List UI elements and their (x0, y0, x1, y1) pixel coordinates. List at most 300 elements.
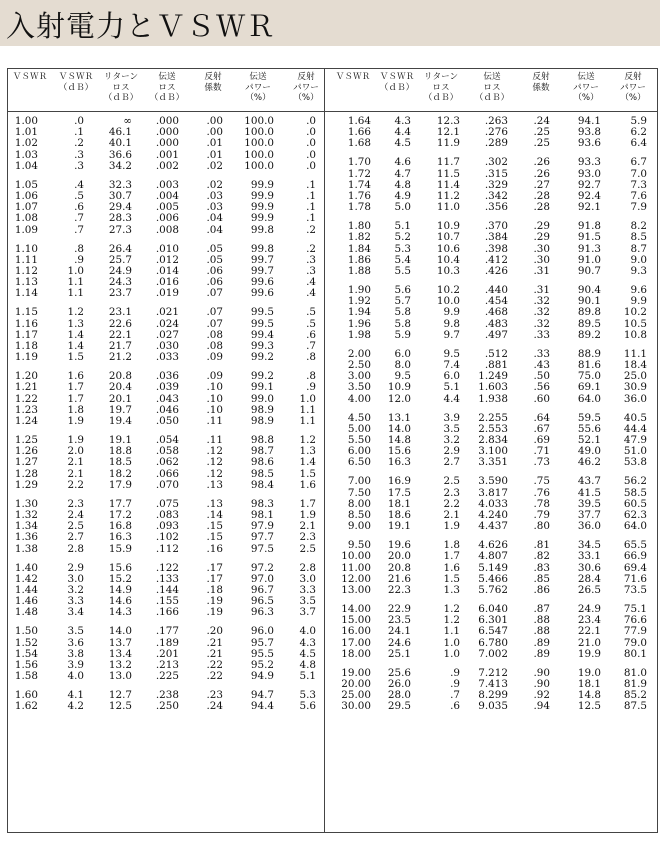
cell-return-loss: 2.5 (443, 475, 460, 488)
cell-reflected-power: 2.8 (299, 561, 316, 574)
cell-reflection-coefficient: .22 (206, 659, 223, 671)
cell-reflected-power: 3.3 (299, 584, 316, 596)
cell-return-loss: 14.0 (108, 625, 132, 638)
cell-transmission-loss: .006 (155, 212, 179, 225)
cell-transmitted-power: 19.0 (577, 666, 601, 679)
cell-return-loss: 2.3 (443, 486, 460, 499)
cell-transmission-loss: 2.834 (478, 434, 508, 446)
cell-transmitted-power: 97.9 (250, 520, 274, 533)
cell-transmission-loss: .213 (155, 659, 179, 671)
cell-vswr-db: 20.8 (387, 561, 411, 574)
cell-return-loss: 11.7 (436, 156, 460, 169)
cell-vswr: 1.66 (347, 126, 371, 139)
cell-return-loss: 13.0 (108, 670, 132, 683)
cell-vswr: 1.86 (347, 253, 371, 266)
cell-reflected-power: 1.4 (299, 456, 316, 469)
cell-reflected-power: 85.2 (623, 689, 647, 702)
cell-vswr: 4.50 (347, 411, 371, 424)
cell-return-loss: 1.5 (443, 572, 460, 585)
cell-vswr-db: 1.3 (67, 317, 84, 330)
cell-vswr: 1.40 (14, 561, 38, 574)
cell-return-loss: 10.0 (436, 295, 460, 308)
cell-vswr: 1.02 (14, 137, 38, 150)
cell-reflection-coefficient: .01 (206, 137, 223, 150)
cell-transmission-loss: .012 (155, 253, 179, 266)
cell-vswr: 10.00 (341, 550, 371, 563)
cell-reflected-power: 10.2 (623, 306, 647, 319)
cell-vswr-db: 4.5 (394, 137, 411, 150)
cell-vswr: 1.62 (14, 700, 38, 713)
cell-reflected-power: 81.9 (623, 678, 647, 690)
cell-vswr: 1.21 (14, 381, 38, 394)
cell-reflected-power: 77.9 (623, 625, 647, 638)
cell-return-loss: .7 (450, 689, 460, 702)
cell-return-loss: 10.6 (436, 242, 460, 255)
cell-vswr: 25.00 (341, 689, 371, 702)
cell-return-loss: 32.3 (108, 178, 132, 191)
cell-vswr: 3.00 (347, 370, 371, 383)
cell-return-loss: 25.7 (108, 253, 132, 266)
cell-transmitted-power: 90.7 (577, 265, 601, 277)
cell-transmitted-power: 89.8 (577, 306, 601, 319)
cell-reflection-coefficient: .13 (206, 478, 223, 491)
cell-vswr-db: 18.1 (387, 497, 411, 510)
cell-vswr-db: 13.1 (387, 411, 411, 424)
cell-reflected-power: 1.9 (299, 509, 316, 521)
cell-vswr-db: 3.0 (67, 572, 84, 585)
cell-reflected-power: 1.0 (299, 392, 316, 405)
cell-vswr: 4.00 (347, 392, 371, 405)
cell-reflected-power: 1.3 (299, 445, 316, 458)
cell-transmission-loss: 4.240 (478, 509, 508, 521)
cell-vswr: 6.50 (347, 456, 371, 469)
cell-return-loss: 30.7 (108, 190, 132, 202)
cell-transmission-loss: 5.466 (478, 572, 508, 585)
cell-reflection-coefficient: .33 (533, 347, 550, 360)
cell-reflection-coefficient: .80 (533, 520, 550, 533)
cell-reflection-coefficient: .90 (533, 678, 550, 690)
cell-vswr: 1.42 (14, 572, 38, 585)
cell-vswr: 6.00 (347, 445, 371, 458)
cell-return-loss: 12.5 (108, 700, 132, 713)
cell-vswr: 1.84 (347, 242, 371, 255)
header-return-loss: リターン ロス （ｄＢ） (103, 72, 139, 103)
cell-reflected-power: 40.5 (623, 411, 647, 424)
cell-vswr-db: .7 (74, 212, 84, 225)
cell-return-loss: 14.9 (108, 584, 132, 596)
cell-transmission-loss: 6.780 (478, 636, 508, 649)
cell-vswr-db: .8 (74, 242, 84, 255)
cell-reflected-power: 8.2 (630, 220, 647, 233)
cell-reflection-coefficient: .32 (533, 317, 550, 330)
cell-transmitted-power: 93.6 (577, 137, 601, 150)
cell-reflection-coefficient: .78 (533, 497, 550, 510)
cell-reflection-coefficient: .05 (206, 253, 223, 266)
cell-transmission-loss: .054 (155, 434, 179, 446)
cell-reflection-coefficient: .06 (206, 265, 223, 277)
header-vswr: ＶＳＷＲ (335, 72, 371, 82)
cell-reflection-coefficient: .00 (206, 126, 223, 139)
cell-return-loss: 1.6 (443, 561, 460, 574)
header-transmitted-power: 伝送 パワー （%） (573, 72, 599, 103)
cell-vswr-db: 4.9 (394, 190, 411, 202)
cell-transmitted-power: 99.3 (250, 340, 274, 352)
cell-return-loss: 23.7 (108, 287, 132, 300)
cell-transmission-loss: .225 (155, 670, 179, 683)
cell-transmission-loss: .201 (155, 647, 179, 660)
cell-transmitted-power: 100.0 (244, 115, 274, 127)
cell-vswr: 5.50 (347, 434, 371, 446)
cell-reflected-power: 10.8 (623, 328, 647, 341)
cell-transmitted-power: 28.4 (577, 572, 601, 585)
cell-vswr: 1.58 (14, 670, 38, 683)
cell-vswr-db: 20.0 (387, 550, 411, 563)
cell-vswr-db: 4.6 (394, 156, 411, 169)
cell-reflected-power: .4 (306, 276, 316, 289)
cell-vswr: 16.00 (341, 625, 371, 638)
cell-vswr: 1.82 (347, 231, 371, 244)
cell-transmitted-power: 98.3 (250, 497, 274, 510)
cell-reflection-coefficient: .00 (206, 115, 223, 127)
header-reflection-coefficient: 反射 係数 (204, 72, 222, 93)
cell-transmitted-power: 96.0 (250, 625, 274, 638)
cell-vswr-db: 22.3 (387, 584, 411, 596)
cell-vswr-db: 25.1 (387, 647, 411, 660)
cell-transmitted-power: 98.5 (250, 467, 274, 480)
cell-transmission-loss: .075 (155, 497, 179, 510)
cell-transmission-loss: .483 (484, 317, 508, 330)
cell-return-loss: 13.2 (108, 659, 132, 671)
cell-vswr-db: 1.7 (67, 392, 84, 405)
cell-transmission-loss: 7.413 (478, 678, 508, 690)
cell-vswr-db: 2.7 (67, 531, 84, 544)
cell-return-loss: 11.2 (436, 190, 460, 202)
cell-vswr: 7.00 (347, 475, 371, 488)
cell-vswr: 1.18 (14, 340, 38, 352)
cell-return-loss: 12.3 (436, 115, 460, 127)
cell-reflected-power: .1 (306, 212, 316, 225)
cell-reflection-coefficient: .03 (206, 190, 223, 202)
cell-transmitted-power: 19.9 (577, 647, 601, 660)
cell-reflection-coefficient: .14 (206, 509, 223, 521)
cell-reflected-power: .8 (306, 370, 316, 383)
cell-transmitted-power: 41.5 (577, 486, 601, 499)
cell-transmitted-power: 96.7 (250, 584, 274, 596)
cell-vswr-db: 5.8 (394, 306, 411, 319)
cell-transmitted-power: 100.0 (244, 137, 274, 150)
cell-reflection-coefficient: .21 (206, 636, 223, 649)
cell-reflection-coefficient: .64 (533, 411, 550, 424)
cell-return-loss: 26.4 (108, 242, 132, 255)
cell-reflection-coefficient: .71 (533, 445, 550, 458)
cell-vswr-db: 16.9 (387, 475, 411, 488)
cell-reflection-coefficient: .20 (206, 625, 223, 638)
cell-transmitted-power: 99.7 (250, 265, 274, 277)
cell-return-loss: 27.3 (108, 223, 132, 236)
cell-vswr-db: 29.5 (387, 700, 411, 713)
cell-reflection-coefficient: .92 (533, 689, 550, 702)
cell-reflection-coefficient: .12 (206, 445, 223, 458)
cell-return-loss: 22.1 (108, 328, 132, 341)
cell-return-loss: 2.7 (443, 456, 460, 469)
cell-vswr-db: 2.4 (67, 509, 84, 521)
cell-vswr-db: 19.1 (387, 520, 411, 533)
cell-transmission-loss: .000 (155, 137, 179, 150)
cell-transmitted-power: 91.3 (577, 242, 601, 255)
cell-transmitted-power: 92.7 (577, 178, 601, 191)
cell-reflection-coefficient: .89 (533, 647, 550, 660)
cell-vswr: 1.16 (14, 317, 38, 330)
cell-transmitted-power: 99.1 (250, 381, 274, 394)
cell-reflection-coefficient: .87 (533, 603, 550, 615)
cell-transmission-loss: .155 (155, 595, 179, 608)
cell-reflected-power: 7.6 (630, 190, 647, 202)
cell-transmission-loss: .329 (484, 178, 508, 191)
cell-vswr-db: 3.4 (67, 606, 84, 619)
cell-reflection-coefficient: .07 (206, 287, 223, 300)
cell-transmitted-power: 100.0 (244, 148, 274, 161)
cell-return-loss: 20.4 (108, 381, 132, 394)
cell-transmitted-power: 75.0 (577, 370, 601, 383)
cell-reflection-coefficient: .27 (533, 178, 550, 191)
cell-transmitted-power: 97.5 (250, 542, 274, 555)
cell-reflection-coefficient: .88 (533, 614, 550, 627)
cell-reflection-coefficient: .85 (533, 572, 550, 585)
cell-transmitted-power: 94.4 (250, 700, 274, 713)
cell-transmission-loss: .881 (484, 359, 508, 371)
cell-return-loss: .9 (450, 666, 460, 679)
cell-return-loss: 10.9 (436, 220, 460, 233)
cell-transmission-loss: .276 (484, 126, 508, 139)
cell-return-loss: 11.5 (436, 167, 460, 180)
cell-vswr-db: .2 (74, 137, 84, 150)
cell-vswr: 1.10 (14, 242, 38, 255)
cell-transmitted-power: 99.4 (250, 328, 274, 341)
cell-transmitted-power: 52.1 (577, 434, 601, 446)
cell-vswr: 1.13 (14, 276, 38, 289)
cell-reflection-coefficient: .83 (533, 561, 550, 574)
cell-vswr-db: 1.7 (67, 381, 84, 394)
cell-reflection-coefficient: .79 (533, 509, 550, 521)
cell-transmitted-power: 98.8 (250, 434, 274, 446)
cell-transmitted-power: 99.2 (250, 351, 274, 364)
cell-vswr-db: 23.5 (387, 614, 411, 627)
cell-vswr-db: 6.0 (394, 347, 411, 360)
cell-vswr: 1.26 (14, 445, 38, 458)
cell-vswr: 1.96 (347, 317, 371, 330)
cell-transmission-loss: .133 (155, 572, 179, 585)
cell-return-loss: 18.8 (108, 445, 132, 458)
cell-vswr-db: 22.9 (387, 603, 411, 615)
header-vswr-db: ＶＳＷＲ （ｄＢ） (379, 72, 415, 93)
cell-reflected-power: 65.5 (623, 539, 647, 552)
cell-transmission-loss: .112 (155, 542, 179, 555)
cell-return-loss: 1.8 (443, 539, 460, 552)
page-title: 入射電力とＶＳＷＲ (6, 9, 277, 43)
cell-transmitted-power: 99.8 (250, 223, 274, 236)
cell-reflected-power: 56.2 (623, 475, 647, 488)
cell-return-loss: 1.2 (443, 603, 460, 615)
cell-transmitted-power: 98.9 (250, 403, 274, 416)
cell-transmitted-power: 99.6 (250, 287, 274, 300)
cell-vswr-db: 5.8 (394, 317, 411, 330)
cell-vswr-db: 5.9 (394, 328, 411, 341)
cell-transmitted-power: 96.3 (250, 606, 274, 619)
cell-vswr: 1.56 (14, 659, 38, 671)
cell-reflected-power: .0 (306, 148, 316, 161)
cell-reflection-coefficient: .19 (206, 595, 223, 608)
cell-vswr: 1.20 (14, 370, 38, 383)
cell-return-loss: 19.7 (108, 403, 132, 416)
cell-transmitted-power: 81.6 (577, 359, 601, 371)
cell-return-loss: 11.0 (436, 201, 460, 214)
cell-reflection-coefficient: .69 (533, 434, 550, 446)
cell-reflected-power: 1.7 (299, 497, 316, 510)
cell-vswr: 1.09 (14, 223, 38, 236)
cell-return-loss: 15.6 (108, 561, 132, 574)
cell-reflection-coefficient: .60 (533, 392, 550, 405)
cell-reflected-power: 2.1 (299, 520, 316, 533)
cell-reflected-power: 71.6 (623, 572, 647, 585)
cell-vswr: 1.11 (14, 253, 38, 266)
cell-reflection-coefficient: .21 (206, 647, 223, 660)
cell-transmission-loss: 5.762 (478, 584, 508, 596)
cell-vswr: 1.74 (347, 178, 371, 191)
cell-vswr: 1.06 (14, 190, 38, 202)
cell-reflection-coefficient: .29 (533, 220, 550, 233)
cell-reflection-coefficient: .29 (533, 231, 550, 244)
cell-vswr: 5.00 (347, 422, 371, 435)
cell-return-loss: 3.9 (443, 411, 460, 424)
header-reflected-power: 反射 パワー （%） (293, 72, 319, 103)
cell-reflected-power: 3.7 (299, 606, 316, 619)
cell-return-loss: 9.9 (443, 306, 460, 319)
cell-transmitted-power: 89.5 (577, 317, 601, 330)
cell-reflected-power: 2.5 (299, 542, 316, 555)
cell-reflected-power: 9.9 (630, 295, 647, 308)
cell-vswr-db: 3.9 (67, 659, 84, 671)
cell-transmission-loss: .021 (155, 306, 179, 319)
cell-transmitted-power: 37.7 (577, 509, 601, 521)
cell-vswr-db: 3.8 (67, 647, 84, 660)
cell-return-loss: 10.3 (436, 265, 460, 277)
cell-return-loss: 4.4 (443, 392, 460, 405)
cell-vswr: 1.05 (14, 178, 38, 191)
cell-return-loss: 1.3 (443, 584, 460, 596)
cell-vswr: 1.92 (347, 295, 371, 308)
cell-vswr: 1.12 (14, 265, 38, 277)
cell-reflected-power: 4.3 (299, 636, 316, 649)
cell-reflected-power: 1.1 (299, 403, 316, 416)
cell-vswr-db: 28.0 (387, 689, 411, 702)
cell-vswr-db: 18.6 (387, 509, 411, 521)
cell-transmitted-power: 88.9 (577, 347, 601, 360)
cell-return-loss: 18.5 (108, 456, 132, 469)
cell-vswr: 1.64 (347, 115, 371, 127)
cell-transmission-loss: .050 (155, 415, 179, 427)
cell-reflection-coefficient: .09 (206, 370, 223, 383)
cell-return-loss: 3.5 (443, 422, 460, 435)
cell-transmission-loss: 3.817 (478, 486, 508, 499)
cell-vswr-db: 8.0 (394, 359, 411, 371)
cell-transmission-loss: .289 (484, 137, 508, 150)
cell-reflected-power: 66.9 (623, 550, 647, 563)
cell-transmission-loss: 2.255 (478, 411, 508, 424)
cell-transmission-loss: 4.033 (478, 497, 508, 510)
cell-return-loss: 20.1 (108, 392, 132, 405)
cell-transmitted-power: 94.1 (577, 115, 601, 127)
cell-vswr-db: 1.9 (67, 434, 84, 446)
cell-return-loss: 14.6 (108, 595, 132, 608)
cell-reflected-power: 8.7 (630, 242, 647, 255)
cell-transmitted-power: 34.5 (577, 539, 601, 552)
cell-return-loss: 18.2 (108, 467, 132, 480)
cell-reflection-coefficient: .17 (206, 561, 223, 574)
cell-vswr-db: 1.0 (67, 265, 84, 277)
cell-return-loss: 1.7 (443, 550, 460, 563)
cell-transmission-loss: .070 (155, 478, 179, 491)
cell-vswr: 8.00 (347, 497, 371, 510)
cell-vswr: 1.30 (14, 497, 38, 510)
cell-reflection-coefficient: .26 (533, 167, 550, 180)
cell-vswr: 30.00 (341, 700, 371, 713)
cell-reflected-power: .2 (306, 242, 316, 255)
cell-transmitted-power: 93.8 (577, 126, 601, 139)
cell-vswr-db: 2.2 (67, 478, 84, 491)
cell-vswr: 1.04 (14, 159, 38, 172)
cell-vswr: 1.50 (14, 625, 38, 638)
cell-reflected-power: 53.8 (623, 456, 647, 469)
cell-vswr: 1.88 (347, 265, 371, 277)
cell-return-loss: 1.2 (443, 614, 460, 627)
cell-vswr: 1.19 (14, 351, 38, 364)
cell-reflected-power: 11.1 (623, 347, 647, 360)
cell-reflection-coefficient: .10 (206, 392, 223, 405)
cell-vswr-db: .9 (74, 253, 84, 266)
cell-return-loss: 24.9 (108, 265, 132, 277)
header-transmitted-power: 伝送 パワー （%） (245, 72, 271, 103)
cell-transmission-loss: .189 (155, 636, 179, 649)
cell-transmission-loss: .398 (484, 242, 508, 255)
cell-vswr: 1.36 (14, 531, 38, 544)
cell-reflection-coefficient: .26 (533, 156, 550, 169)
cell-vswr-db: 2.8 (67, 542, 84, 555)
cell-transmission-loss: 6.301 (478, 614, 508, 627)
cell-transmitted-power: 99.7 (250, 253, 274, 266)
cell-reflected-power: 47.9 (623, 434, 647, 446)
cell-return-loss: 24.3 (108, 276, 132, 289)
cell-transmission-loss: .370 (484, 220, 508, 233)
cell-reflection-coefficient: .89 (533, 636, 550, 649)
cell-transmitted-power: 59.5 (577, 411, 601, 424)
header-transmission-loss: 伝送 ロス （ｄＢ） (474, 72, 510, 103)
cell-vswr-db: 2.1 (67, 456, 84, 469)
cell-vswr: 1.60 (14, 689, 38, 702)
cell-reflected-power: 69.4 (623, 561, 647, 574)
cell-reflection-coefficient: .16 (206, 542, 223, 555)
cell-reflection-coefficient: .31 (533, 284, 550, 296)
cell-return-loss: 7.4 (443, 359, 460, 371)
cell-reflected-power: .0 (306, 115, 316, 127)
cell-transmitted-power: 97.0 (250, 572, 274, 585)
cell-vswr: 1.24 (14, 415, 38, 427)
cell-transmission-loss: .066 (155, 467, 179, 480)
cell-reflection-coefficient: .67 (533, 422, 550, 435)
cell-transmitted-power: 100.0 (244, 126, 274, 139)
cell-transmission-loss: .412 (484, 253, 508, 266)
cell-transmission-loss: 8.299 (478, 689, 508, 702)
cell-transmission-loss: .384 (484, 231, 508, 244)
